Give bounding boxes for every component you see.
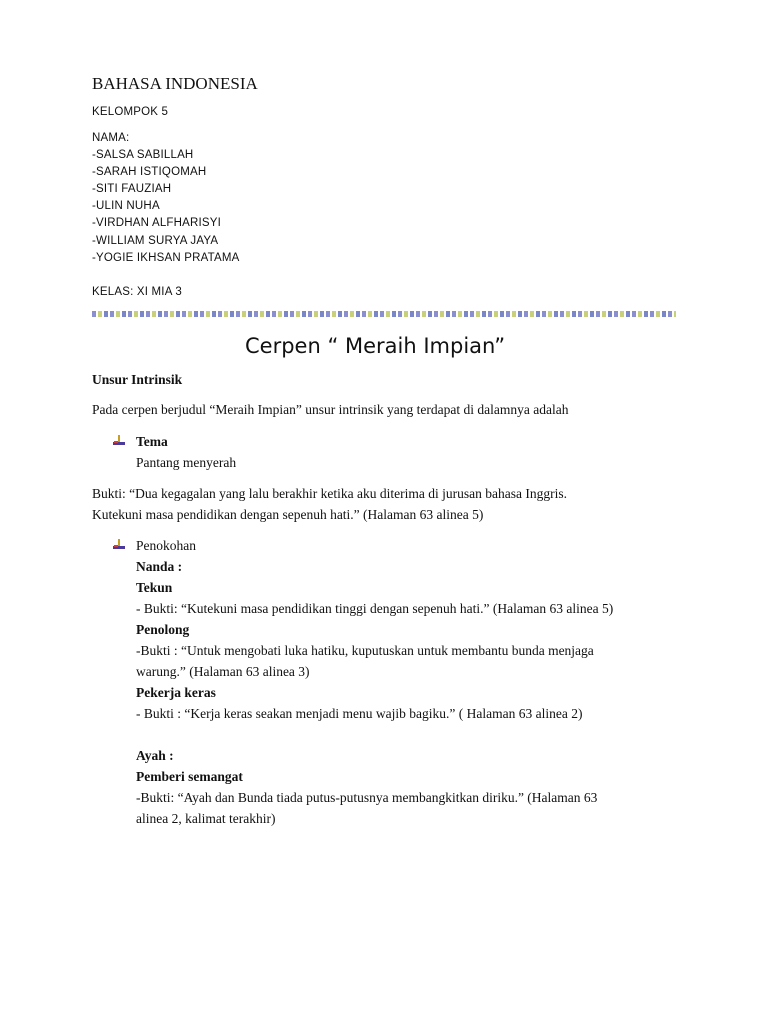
class-label: KELAS: XI MIA 3 <box>92 286 182 298</box>
group-label: KELOMPOK 5 <box>92 106 169 118</box>
tema-value: Pantang menyerah <box>136 455 237 470</box>
doc-title: Cerpen “ Meraih Impian” <box>245 334 506 358</box>
member-name: -VIRDHAN ALFHARISYI <box>92 217 222 229</box>
trait-bukti: - Bukti : “Kerja keras seakan menjadi menu wajib bagiku.” ( Halaman 63 alinea 2) <box>136 706 583 721</box>
penokohan-label: Penokohan <box>136 538 196 553</box>
trait-label: Pemberi semangat <box>136 769 243 784</box>
member-name: -ULIN NUHA <box>92 200 160 212</box>
intro-text: Pada cerpen berjudul “Meraih Impian” unsur intrinsik yang terdapat di dalamnya adalah <box>92 402 569 417</box>
member-name: -SALSA SABILLAH <box>92 149 194 161</box>
trait-bukti: -Bukti : “Untuk mengobati luka hatiku, kuputuskan untuk membantu bunda menjaga <box>136 643 594 658</box>
trait-label: Pekerja keras <box>136 685 216 700</box>
tema-bukti: Bukti: “Dua kegagalan yang lalu berakhir ketika aku diterima di jurusan bahasa Inggris. <box>92 486 567 501</box>
tema-label: Tema <box>136 434 168 449</box>
trait-label: Tekun <box>136 580 173 595</box>
trait-label: Penolong <box>136 622 190 637</box>
names-label: NAMA: <box>92 132 130 144</box>
section-heading: Unsur Intrinsik <box>92 372 183 387</box>
member-name: -SITI FAUZIAH <box>92 183 172 195</box>
trait-bukti: alinea 2, kalimat terakhir) <box>136 811 276 826</box>
member-name: -WILLIAM SURYA JAYA <box>92 235 219 247</box>
member-name: -SARAH ISTIQOMAH <box>92 166 207 178</box>
bullet-icon <box>113 539 125 551</box>
trait-bukti: warung.” (Halaman 63 alinea 3) <box>136 664 310 679</box>
trait-bukti: -Bukti: “Ayah dan Bunda tiada putus-putusnya membangkitkan diriku.” (Halaman 63 <box>136 790 598 805</box>
character-name: Nanda : <box>136 559 183 574</box>
character-name: Ayah : <box>136 748 174 763</box>
bullet-icon <box>113 435 125 447</box>
decorative-divider <box>92 311 676 317</box>
tema-bukti: Kutekuni masa pendidikan dengan sepenuh hati.” (Halaman 63 alinea 5) <box>92 507 484 522</box>
member-name: -YOGIE IKHSAN PRATAMA <box>92 252 240 264</box>
doc-subject: BAHASA INDONESIA <box>92 74 258 93</box>
trait-bukti: - Bukti: “Kutekuni masa pendidikan tinggi dengan sepenuh hati.” (Halaman 63 alinea 5) <box>136 601 614 616</box>
